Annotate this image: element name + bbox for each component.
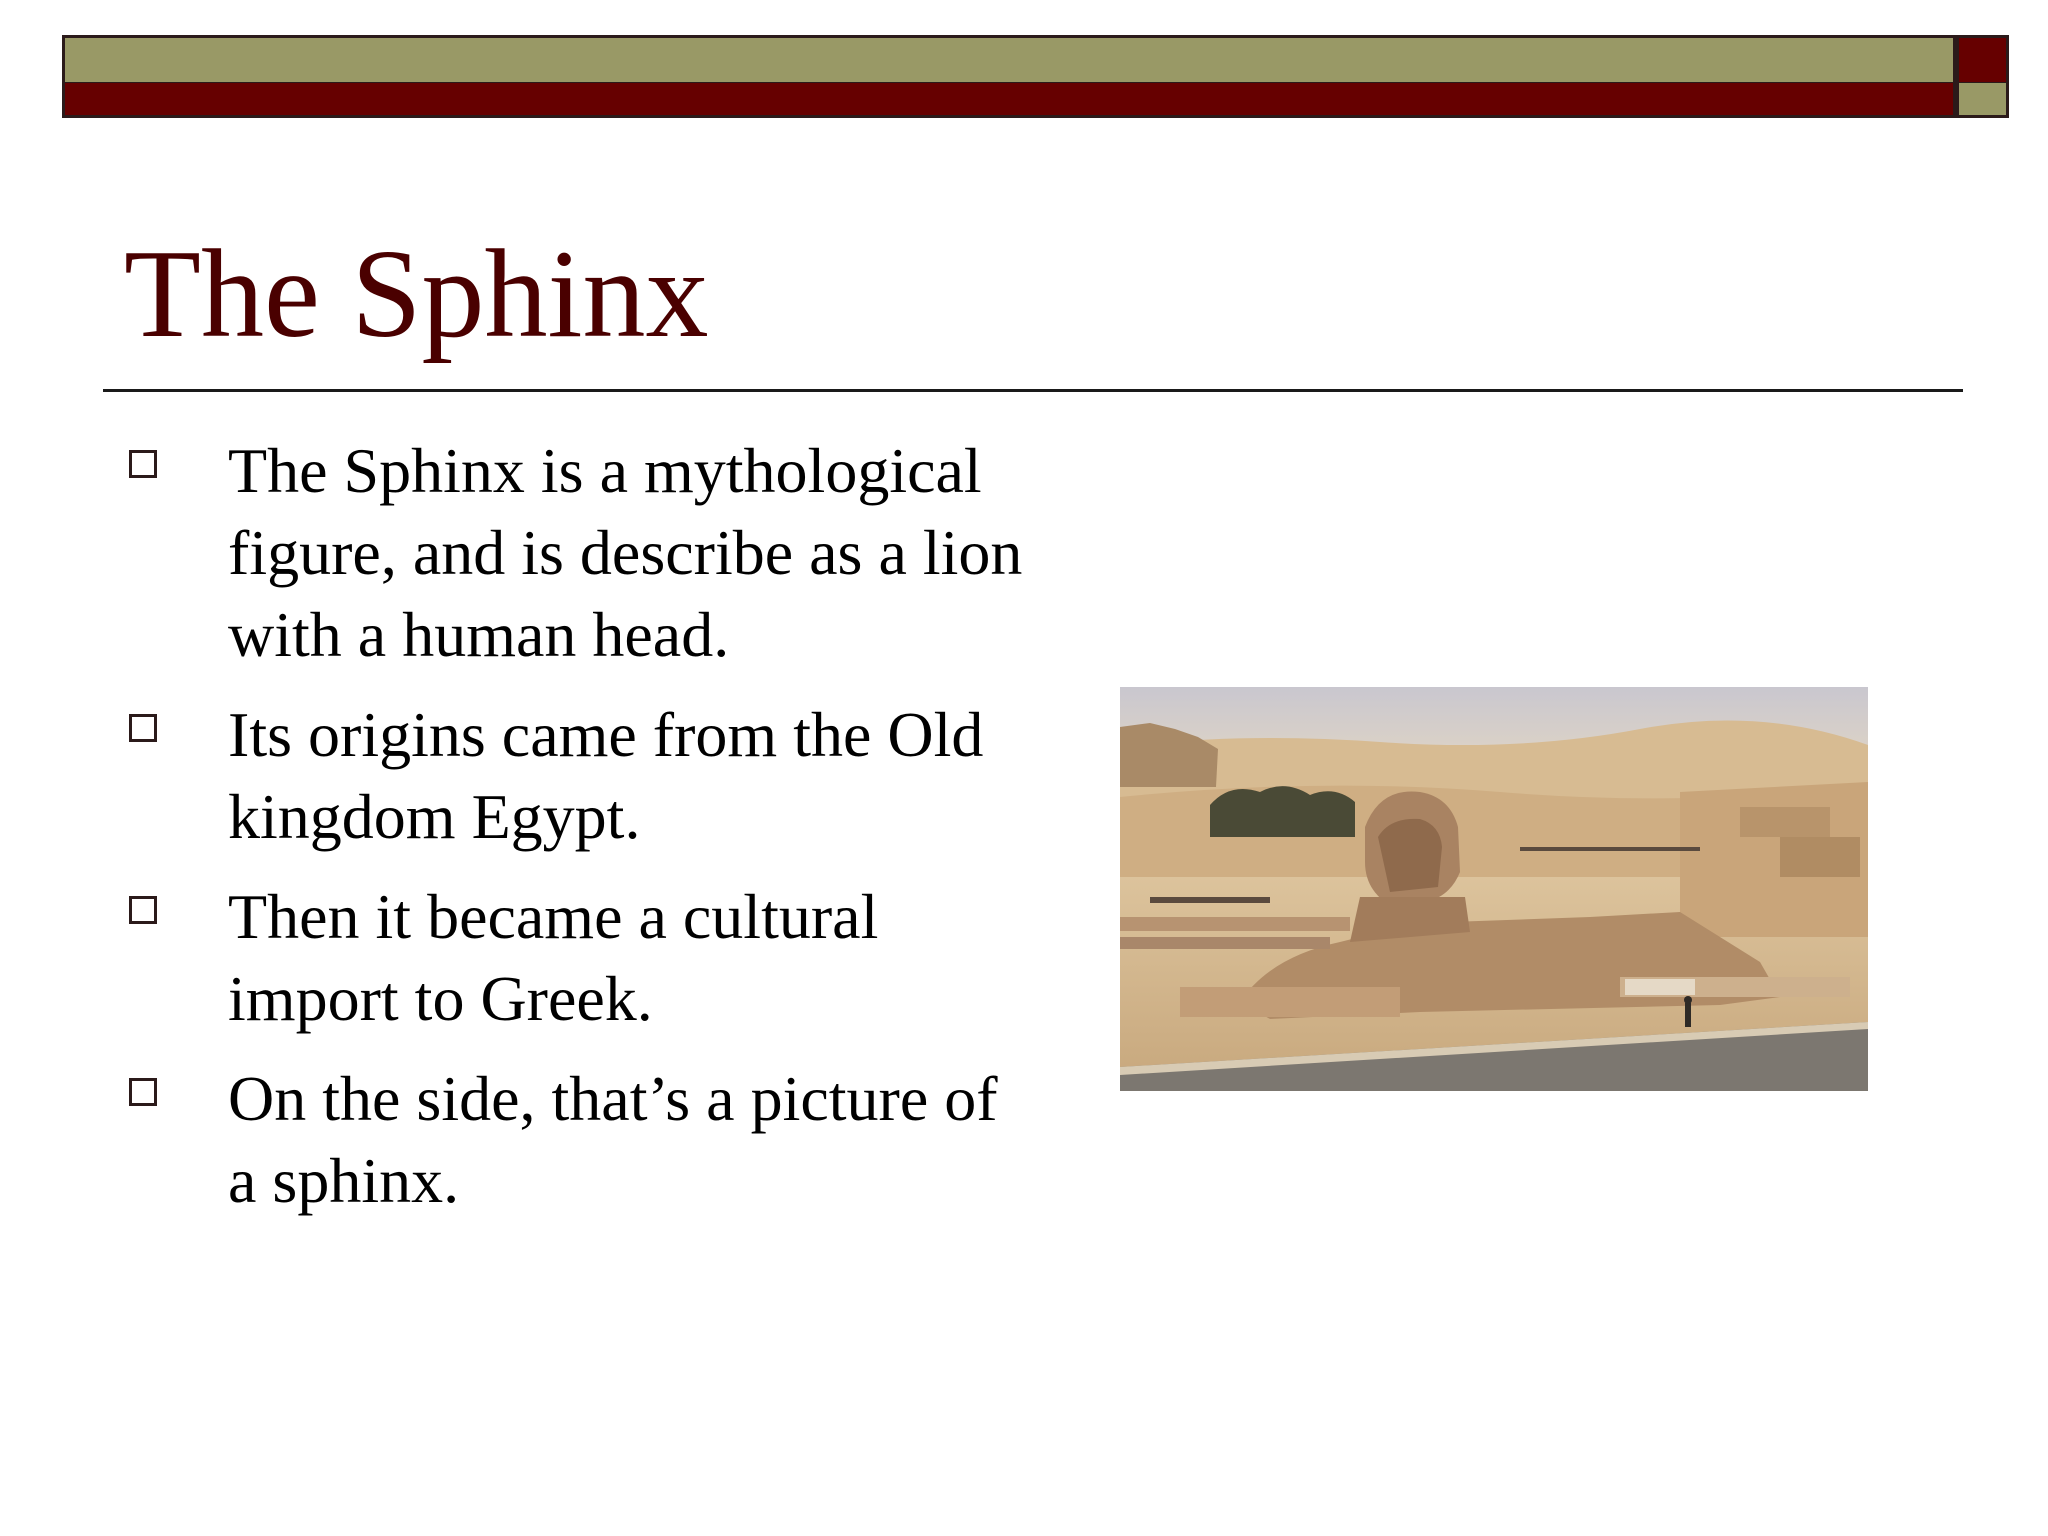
bullet-text: Its origins came from the Old kingdom Egypt. — [228, 699, 984, 852]
sphinx-photo — [1120, 687, 1868, 1091]
list-item — [124, 1058, 1024, 1222]
square-bullet-icon — [129, 896, 157, 924]
header-corner-olive — [1956, 83, 2009, 118]
bullet-list — [124, 430, 1024, 1240]
list-item — [124, 694, 1024, 858]
list-item — [124, 430, 1024, 676]
header-corner-maroon — [1956, 35, 2009, 85]
bullet-text: The Sphinx is a mythological figure, and is describe as a lion with a human head. — [228, 435, 1023, 670]
title-divider — [103, 389, 1963, 392]
square-bullet-icon — [129, 714, 157, 742]
list-item — [124, 876, 1024, 1040]
header-bar-maroon — [62, 83, 1956, 118]
bullet-text: On the side, that’s a picture of a sphinx. — [228, 1063, 998, 1216]
square-bullet-icon — [129, 450, 157, 478]
square-bullet-icon — [129, 1078, 157, 1106]
slide-title: The Sphinx — [124, 225, 709, 364]
bullet-text: Then it became a cultural import to Greek. — [228, 881, 879, 1034]
header-bar-olive — [62, 35, 1956, 85]
